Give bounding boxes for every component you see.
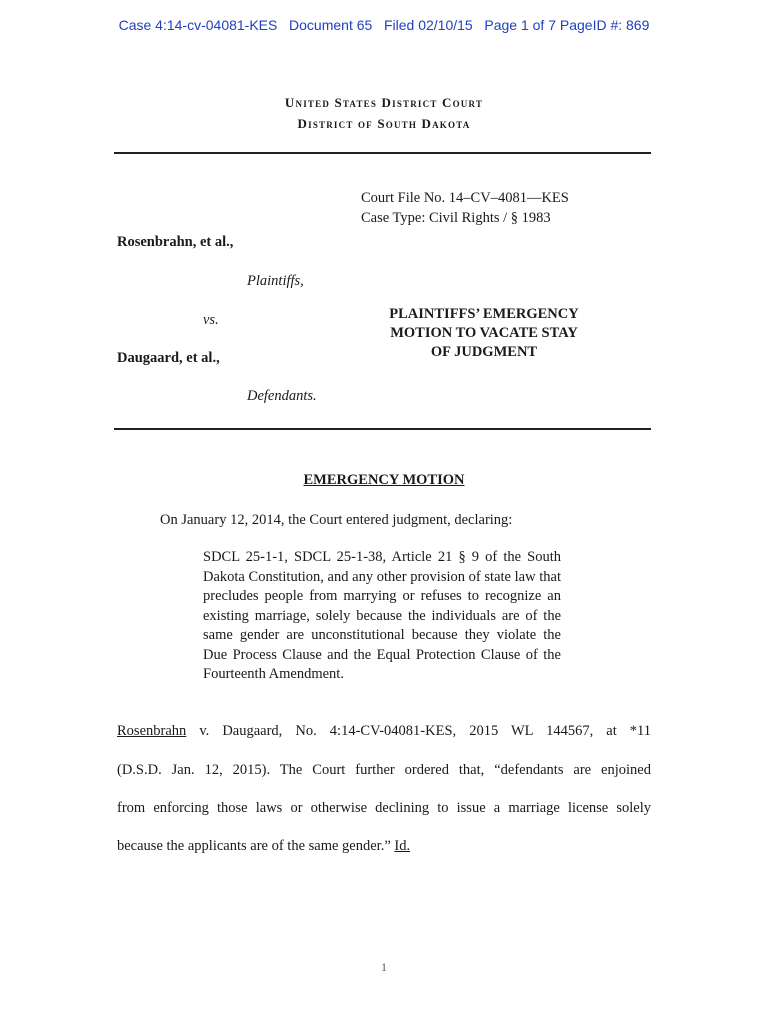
motion-caption-title [376,305,592,362]
block-quote-text: SDCL 25-1-1, SDCL 25-1-38, Article 21 § 9 of the South Dakota Constitution, and any other provision of state law that precludes people from marrying or refuses to recognize an existing marriage, solely because the individuals are of the same gender are unconstitutional because they violate the Due Process Clause and the Equal Protection Clause of the Fourteenth Amendment. [203,549,561,682]
section-heading: EMERGENCY MOTION [303,472,465,488]
citation-line-3: from enforcing those laws or otherwise declining to issue a marriage license solely [117,800,651,816]
bottom-rule [114,428,651,430]
versus-label: vs. [203,312,219,328]
defendants-label: Defendants. [247,388,317,404]
plaintiffs-name: Rosenbrahn, et al., [117,234,234,250]
case-type: Case Type: Civil Rights / § 1983 [361,210,551,226]
court-name: United States District Court [284,95,484,110]
page-number: 1 [381,960,387,974]
block-quote [203,548,561,685]
citation-line-4 [117,838,651,855]
top-rule [114,152,651,154]
caption-line-2: MOTION TO VACATE STAY [390,325,578,341]
citation-rest: v. Daugaard, No. 4:14-CV-04081-KES, 2015 WL 144567, at *11 [186,723,651,739]
caption-line-3: OF JUDGMENT [430,344,538,360]
plaintiffs-label: Plaintiffs, [247,273,304,289]
citation-line-4-text: because the applicants are of the same gender.” [117,838,395,854]
court-file-number: Court File No. 14–CV–4081—KES [361,190,569,206]
defendants-name: Daugaard, et al., [117,350,220,366]
ecf-filing-header: Case 4:14-cv-04081-KES Document 65 Filed 02/10/15 Page 1 of 7 PageID #: 869 [118,17,650,33]
case-name-link: Rosenbrahn [117,723,187,739]
id-reference: Id. [394,838,411,854]
intro-paragraph: On January 12, 2014, the Court entered judgment, declaring: [160,512,513,528]
caption-line-1: PLAINTIFFS’ EMERGENCY [389,306,579,322]
court-district: District of South Dakota [297,116,471,131]
citation-line-1 [117,723,651,740]
citation-line-2: (D.S.D. Jan. 12, 2015). The Court further ordered that, “defendants are enjoined [117,762,651,778]
